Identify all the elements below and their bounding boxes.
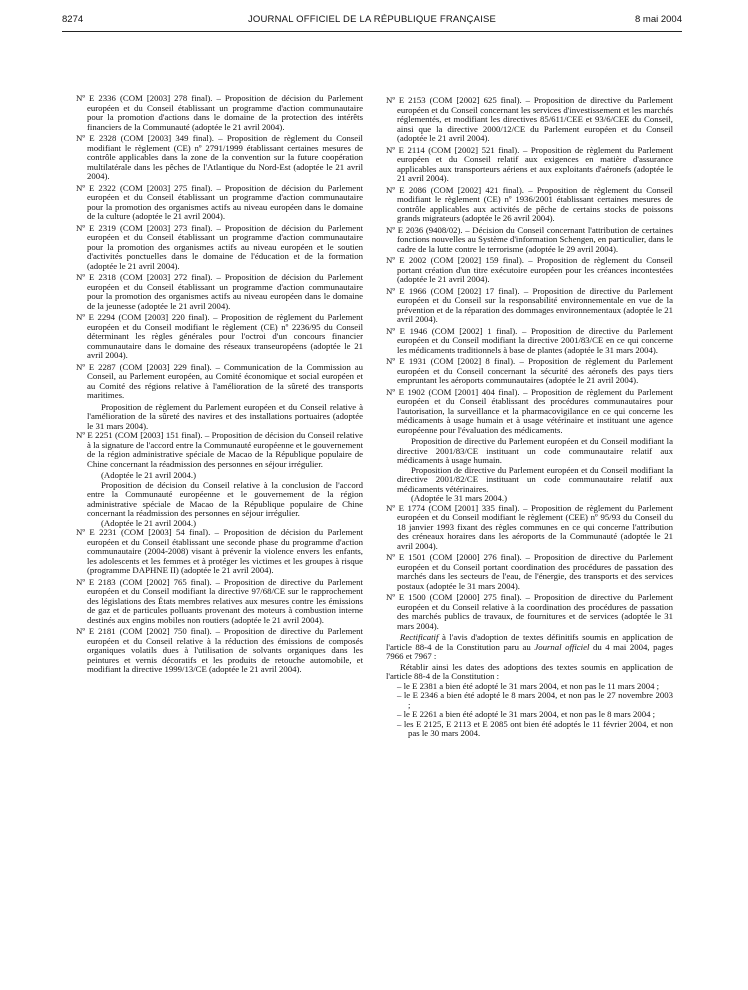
entry: Nº E 2231 (COM [2003] 54 final). – Proposition de décision du Parlement européen et du Conseil établissant une seconde phase du programme d'action communautaire (2004-2008) visant à prévenir la violence envers les enfants, les adolescents et les femmes et à protéger les victimes et les groupes à risque (programme DAPHNE II) (adoptée le 21 avril 2004). <box>76 527 363 575</box>
entry: Nº E 2114 (COM [2002] 521 final). – Proposition de règlement du Parlement européen et du Conseil relatif aux exigences en matière d'assurance applicables aux transporteurs aériens et aux exploitants d'aéronefs (adoptée le 21 avril 2004). <box>386 144 673 183</box>
rectificatif-item: – le E 2346 a bien été adopté le 8 mars 2004, et non pas le 27 novembre 2003 ; <box>397 690 673 710</box>
right-column <box>386 96 673 739</box>
right-entries <box>386 96 673 631</box>
rectificatif-paragraph <box>386 633 673 662</box>
entry: Nº E 1501 (COM [2000] 276 final). – Proposition de directive du Parlement européen et du Conseil portant coordination des procédures de passation des marchés dans les secteurs de l'eau, de l'énergie, des transports et des services postaux (adoptée le 31 mars 2004). <box>386 552 673 591</box>
entry: Nº E 2153 (COM [2002] 625 final). – Proposition de directive du Parlement européen et du Conseil concernant les services d'investissement et les marchés réglementés, et modifiant les directives 85/611/CEE et 93/6/CEE du Conseil, ainsi que la directive 2000/12/CE du Parlement européen et du Conseil (adoptée le 21 avril 2004). <box>386 95 673 143</box>
rectificatif-item: – les E 2125, E 2113 et E 2085 ont bien été adoptés le 11 février 2004, et non pas le 30 mars 2004. <box>397 718 673 738</box>
header-rule <box>62 31 682 32</box>
rectificatif-intro: Rétablir ainsi les dates des adoptions des textes soumis en application de l'article 88-4 de la Constitution : <box>386 661 673 681</box>
entry: Nº E 1774 (COM [2001] 335 final). – Proposition de règlement du Parlement européen et du Conseil modifiant le règlement (CEE) nº 95/93 du Conseil du 18 janvier 1993 fixant des règles communes en ce qui concerne l'attribution des créneaux horaires dans les aéroports de la Communauté (adoptée le 21 avril 2004). <box>386 502 673 551</box>
entry: Nº E 1500 (COM [2000] 275 final). – Proposition de directive du Parlement européen et du Conseil relative à la coordination des procédures de passation des marchés publics de travaux, de fournitures et de services (adoptée le 31 mars 2004). <box>386 592 673 631</box>
entry: Nº E 2036 (9408/02). – Décision du Conseil concernant l'attribution de certaines fonctions nouvelles au Système d'information Schengen, en particulier, dans le cadre de la lutte contre le terrorisme (adoptée le 29 avril 2004). <box>386 224 673 254</box>
entry-subparagraph: (Adoptée le 21 avril 2004.) <box>101 470 197 480</box>
entry: Nº E 2086 (COM [2002] 421 final). – Proposition de règlement du Conseil modifiant le règlement (CE) nº 1936/2001 établissant certaines mesures de contrôle applicables aux activités de pêche de certains stocks de poissons grands migrateurs (adoptée le 26 avril 2004). <box>386 184 673 223</box>
entry-subparagraph: Proposition de décision du Conseil relative à la conclusion de l'accord entre la Communauté européenne et le gouvernement de la région administrative spéciale de Macao de la République populaire de Chine concernant la réadmission des personnes en séjour irrégulier. <box>87 479 363 518</box>
entry: Nº E 2319 (COM [2003] 273 final). – Proposition de décision du Parlement européen et du Conseil établissant un programme d'action communautaire pour la promotion des organismes actifs au niveau européen et le soutien d'activités ponctuelles dans le domaine de l'éducation et de la formation (adoptée le 21 avril 2004). <box>76 222 363 271</box>
entry-subparagraph: Proposition de directive du Parlement européen et du Conseil modifiant la directive 2001/83/CE instituant un code communautaire relatif aux médicaments à usage humain. <box>397 436 673 465</box>
entry: Nº E 1946 (COM [2002] 1 final). – Proposition de directive du Parlement européen et du Conseil modifiant la directive 2001/83/CE en ce qui concerne les médicaments traditionnels à base de plantes (adoptée le 31 mars 2004). <box>386 325 673 355</box>
rectificatif-journal-name: Journal officiel <box>534 641 590 652</box>
rectificatif-item: – le E 2381 a bien été adopté le 31 mars 2004, et non pas le 11 mars 2004 ; <box>397 680 660 691</box>
entry-subparagraph: Proposition de règlement du Parlement européen et du Conseil relative à l'amélioration de la sûreté des navires et des installations portuaires (adoptée le 31 mars 2004). <box>87 401 363 431</box>
entry: Nº E 2251 (COM [2003] 151 final). – Proposition de décision du Conseil relative à la signature de l'accord entre la Communauté européenne et le gouvernement de la région administrative spéciale de Macao de la République populaire de Chine concernant la réadmission des personnes en séjour irrégulier. <box>76 430 363 469</box>
rectificatif-text-after: du 4 mai 2004, pages 7966 et 7967 : <box>386 641 673 661</box>
entry: Nº E 1902 (COM [2001] 404 final). – Proposition de règlement du Parlement européen et du Conseil établissant des procédures communautaires pour l'autorisation, la surveillance et la pharmacovigilance en ce qui concerne les médicaments à usage humain et à usage vétérinaire et instituant une agence européenne pour l'évaluation des médicaments. <box>386 386 673 435</box>
entry: Nº E 2183 (COM [2002] 765 final). – Proposition de directive du Parlement européen et du Conseil modifiant la directive 97/68/CE sur le rapprochement des législations des États membres relatives aux mesures contre les émissions de gaz et de particules polluants provenant des moteurs à combustion interne destinés aux engins mobiles non routiers (adoptée le 21 avril 2004). <box>76 576 363 625</box>
entry: Nº E 2181 (COM [2002] 750 final). – Proposition de directive du Parlement européen et du Conseil relative à la réduction des émissions de composés organiques volatils dues à l'utilisation de solvants organiques dans les peintures et vernis décoratifs et les produits de retouche automobile, et modifiant la directive 1999/13/CE (adoptée le 21 avril 2004). <box>76 626 363 674</box>
journal-title: JOURNAL OFFICIEL DE LA RÉPUBLIQUE FRANÇAISE <box>247 14 497 25</box>
rectificatif-label: Rectificatif <box>400 632 439 642</box>
page-header <box>62 14 682 30</box>
entry: Nº E 2322 (COM [2003] 275 final). – Proposition de décision du Parlement européen et du Conseil établissant un programme d'action communautaire pour la promotion des organismes actifs au niveau européen dans le domaine de la culture (adoptée le 21 avril 2004). <box>76 182 363 221</box>
rectificatif-items <box>386 682 673 739</box>
entry: Nº E 2336 (COM [2003] 278 final). – Proposition de décision du Parlement européen et du Conseil établissant un programme d'action communautaire pour la promotion d'actions dans le domaine de la protection des intérêts financiers de la Communauté (adoptée le 21 avril 2004). <box>76 93 363 132</box>
left-column <box>76 94 363 677</box>
entry: Nº E 1931 (COM [2002] 8 final). – Proposition de règlement du Parlement européen et du Conseil concernant la sécurité des aéronefs des pays tiers empruntant les aéroports communautaires (adoptée le 21 avril 2004). <box>386 356 673 385</box>
entry: Nº E 2294 (COM [2003] 220 final). – Proposition de règlement du Parlement européen et du Conseil modifiant le règlement (CE) nº 2236/95 du Conseil déterminant les règles générales pour l'octroi d'un concours financier communautaire dans le domaine des réseaux transeuropéens (adoptée le 21 avril 2004). <box>76 312 363 360</box>
entry: Nº E 2002 (COM [2002] 159 final). – Proposition de règlement du Conseil portant création d'un titre exécutoire européen pour les créances incontestées (adoptée le 21 avril 2004). <box>386 255 673 284</box>
entry: Nº E 1966 (COM [2002] 17 final). – Proposition de directive du Parlement européen et du Conseil sur la responsabilité environnementale en vue de la prévention et de la réparation des dommages environnementaux (adoptée le 21 avril 2004). <box>386 285 673 324</box>
entry: Nº E 2318 (COM [2003] 272 final). – Proposition de décision du Parlement européen et du Conseil établissant un programme d'action communautaire pour la promotion des organismes actifs au niveau européen dans le domaine de la jeunesse (adoptée le 21 avril 2004). <box>76 272 363 311</box>
entry: Nº E 2287 (COM [2003] 229 final). – Communication de la Commission au Conseil, au Parlement européen, au Comité économique et social européen et au Comité des régions relative à l'amélioration de la sûreté des transports maritimes. <box>76 361 363 400</box>
rectificatif-text-before: à l'avis d'adoption de textes définitifs soumis en application de l'article 88-4 de la Constitution paru au <box>386 632 673 652</box>
page-number: 8274 <box>62 14 84 25</box>
issue-date: 8 mai 2004 <box>634 14 682 25</box>
entry-subparagraph: Proposition de directive du Parlement européen et du Conseil modifiant la directive 2001/82/CE instituant un code communautaire relatif aux médicaments vétérinaires. <box>397 464 673 494</box>
entry-subparagraph: (Adoptée le 31 mars 2004.) <box>411 493 507 503</box>
entry: Nº E 2328 (COM [2003] 349 final). – Proposition de règlement du Conseil modifiant le règlement (CE) nº 2791/1999 établissant certaines mesures de contrôle applicables dans la zone de la convention sur la future coopération multilatérale dans les pêches de l'Atlantique du Nord-Est (adoptée le 21 avril 2004). <box>76 133 363 181</box>
rectificatif-item: – le E 2261 a bien été adopté le 31 mars 2004, et non pas le 8 mars 2004 ; <box>397 709 656 719</box>
entry-subparagraph: (Adoptée le 21 avril 2004.) <box>101 517 197 528</box>
